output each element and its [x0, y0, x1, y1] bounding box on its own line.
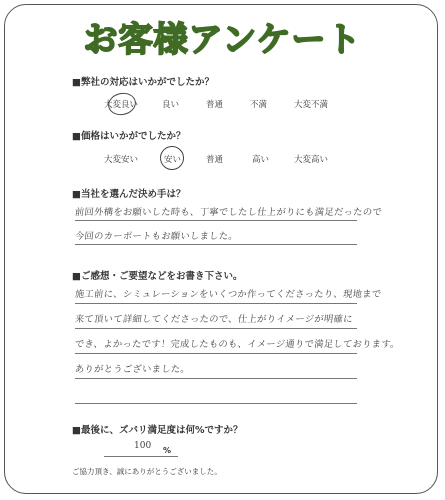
answer-rule: [75, 403, 357, 404]
answer-rule: [75, 353, 357, 354]
option-service-very-good[interactable]: 大変良い: [104, 100, 139, 110]
satisfaction-value: 100: [134, 441, 152, 451]
answer-line: 来て頂いて詳細してくださったので、仕上がりイメージが明確に: [74, 314, 354, 325]
answer-rule: [75, 378, 357, 379]
question-price: ■価格はいかがでしたか？: [72, 131, 186, 142]
question-deciding-factor: ■当社を選んだ決め手は？: [72, 189, 186, 200]
satisfaction-unit: %: [163, 446, 172, 455]
question-satisfaction: ■最後に、ズバリ満足度は何%ですか？: [72, 425, 243, 436]
survey-frame: [4, 4, 438, 494]
option-service-good[interactable]: 良い: [162, 100, 180, 110]
answer-line: でき、よかったです！完成したものも、イメージ通りで満足しております。: [74, 339, 401, 350]
option-service-normal[interactable]: 普通: [206, 100, 224, 110]
option-service-dissatisfied[interactable]: 不満: [250, 100, 268, 110]
answer-line: 今回のカーポートもお願いしました。: [74, 231, 239, 242]
answer-rule: [75, 244, 357, 245]
option-price-very-cheap[interactable]: 大変安い: [104, 155, 139, 165]
satisfaction-rule: [104, 456, 178, 457]
answer-line: 施工前に、シミュレーションをいくつか作ってくださったり、現地まで: [74, 289, 382, 300]
option-price-expensive[interactable]: 高い: [252, 155, 270, 165]
answer-rule: [75, 328, 357, 329]
answer-rule: [75, 220, 357, 221]
question-impressions: ■ご感想・ご要望などをお書き下さい。: [72, 271, 243, 282]
answer-line: 前回外構をお願いした時も、丁寧でしたし仕上がりにも満足だったので: [74, 207, 383, 218]
option-price-cheap[interactable]: 安い: [164, 155, 182, 165]
question-service: ■弊社の対応はいかがでしたか？: [72, 77, 214, 88]
answer-rule: [75, 303, 357, 304]
option-price-very-expensive[interactable]: 大変高い: [294, 155, 329, 165]
option-price-normal[interactable]: 普通: [206, 155, 224, 165]
option-service-very-dissatisfied[interactable]: 大変不満: [294, 100, 329, 110]
answer-line: ありがとうございました。: [74, 364, 191, 375]
survey-title: お客様アンケート: [83, 20, 362, 60]
footer-thanks: ご協力頂き、誠にありがとうございました。: [72, 467, 222, 476]
